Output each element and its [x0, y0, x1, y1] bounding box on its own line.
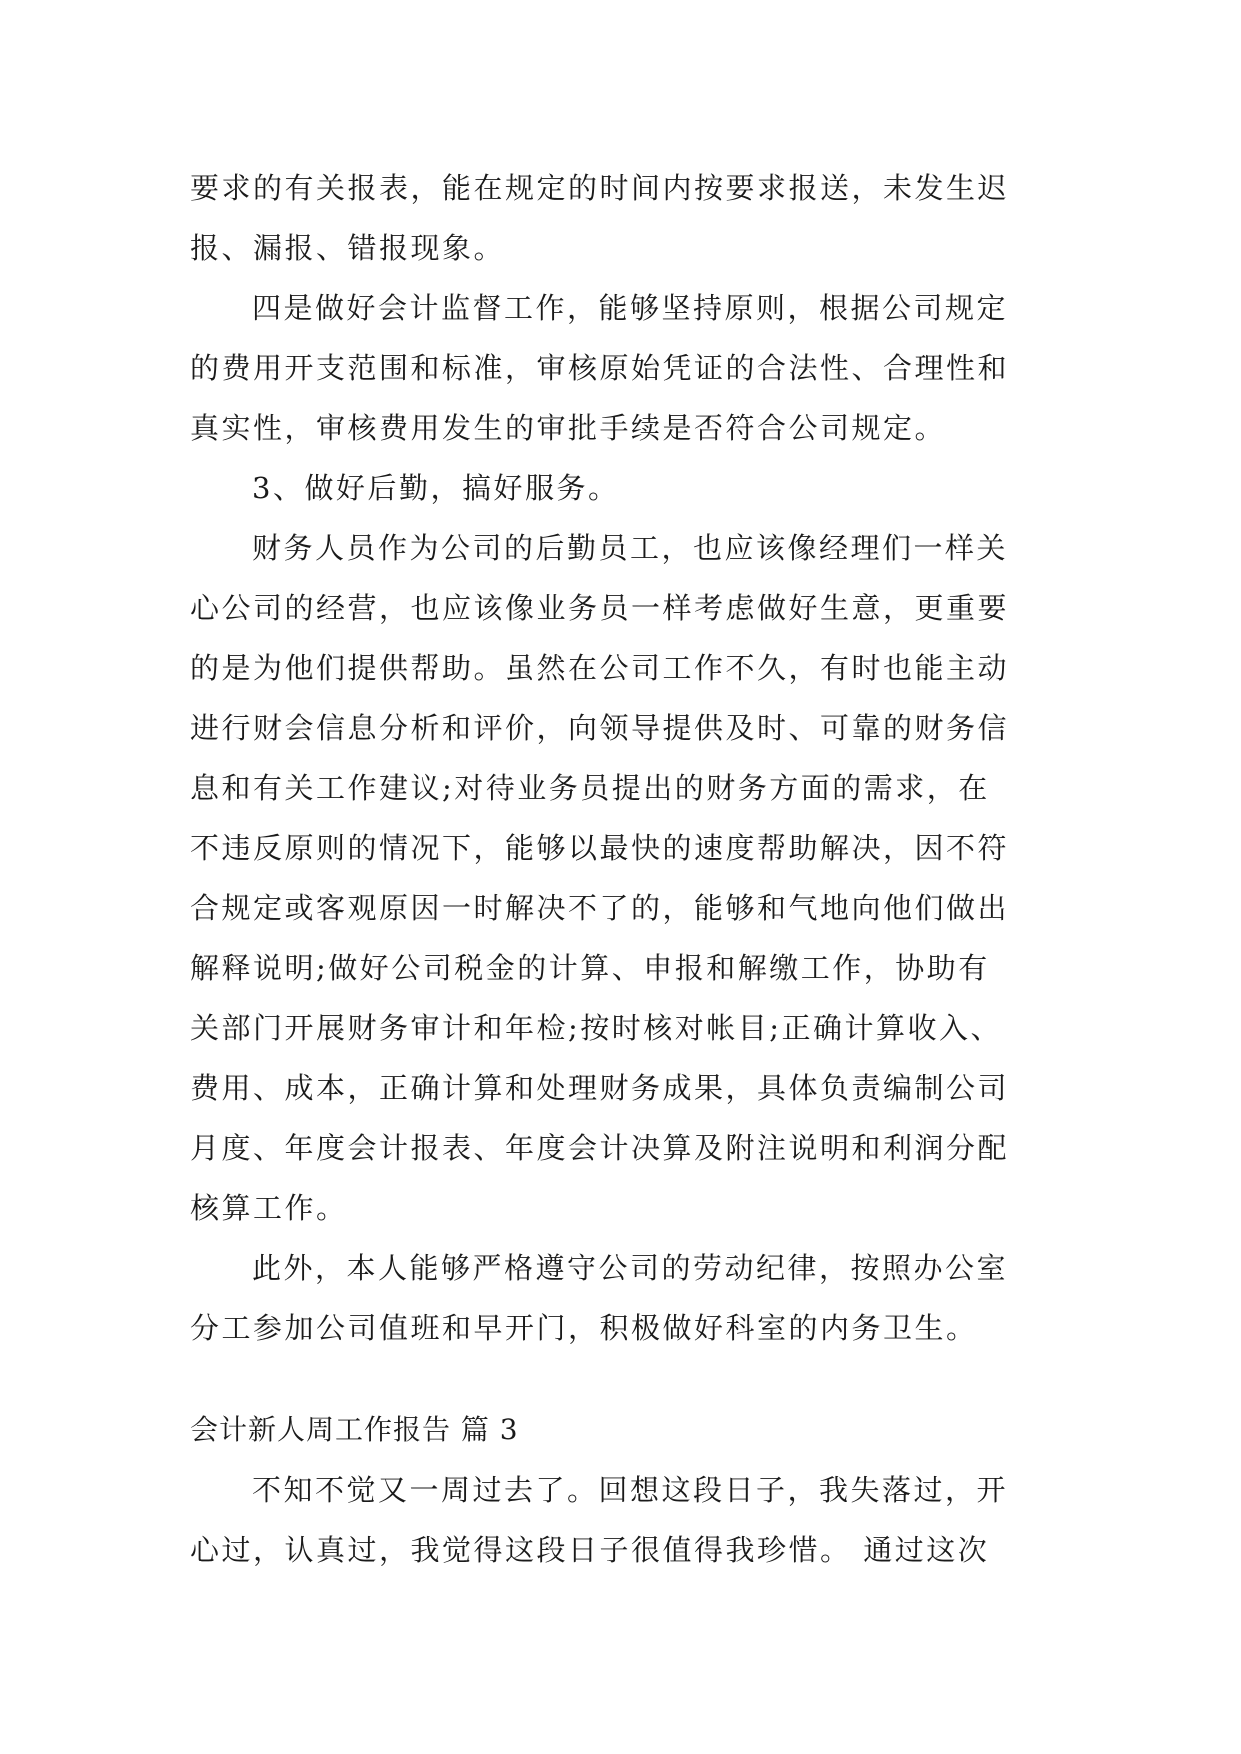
text-line: 核算工作。	[190, 1191, 348, 1225]
text-line: 分工参加公司值班和早开门，积极做好科室的内务卫生。	[190, 1311, 978, 1345]
text-line: 3、做好后勤，搞好服务。	[252, 471, 620, 505]
text-line: 心公司的经营，也应该像业务员一样考虑做好生意，更重要	[190, 591, 1010, 625]
text-line: 关部门开展财务审计和年检;按时核对帐目;正确计算收入、	[190, 1011, 1003, 1045]
text-line: 报、漏报、错报现象。	[190, 231, 506, 265]
text-line: 息和有关工作建议;对待业务员提出的财务方面的需求，在	[190, 771, 990, 805]
section-heading: 会计新人周工作报告 篇 3	[190, 1413, 519, 1446]
text-line: 不知不觉又一周过去了。回想这段日子，我失落过，开	[252, 1473, 1009, 1507]
text-line: 四是做好会计监督工作，能够坚持原则，根据公司规定	[252, 291, 1009, 325]
text-line: 月度、年度会计报表、年度会计决算及附注说明和利润分配	[190, 1131, 1010, 1165]
text-line: 费用、成本，正确计算和处理财务成果，具体负责编制公司	[190, 1071, 1010, 1105]
text-line: 的是为他们提供帮助。虽然在公司工作不久，有时也能主动	[190, 651, 1010, 685]
text-line: 真实性，审核费用发生的审批手续是否符合公司规定。	[190, 411, 947, 445]
text-line: 要求的有关报表，能在规定的时间内按要求报送，未发生迟	[190, 171, 1010, 205]
text-line: 进行财会信息分析和评价，向领导提供及时、可靠的财务信	[190, 711, 1010, 745]
text-line: 的费用开支范围和标准，审核原始凭证的合法性、合理性和	[190, 351, 1010, 385]
text-line: 合规定或客观原因一时解决不了的，能够和气地向他们做出	[190, 891, 1010, 925]
text-line: 解释说明;做好公司税金的计算、申报和解缴工作，协助有	[190, 951, 990, 985]
text-line: 不违反原则的情况下，能够以最快的速度帮助解决，因不符	[190, 831, 1010, 865]
text-line: 财务人员作为公司的后勤员工，也应该像经理们一样关	[252, 531, 1009, 565]
text-line: 心过，认真过，我觉得这段日子很值得我珍惜。 通过这次	[190, 1533, 990, 1567]
text-line: 此外，本人能够严格遵守公司的劳动纪律，按照办公室	[252, 1251, 1009, 1285]
